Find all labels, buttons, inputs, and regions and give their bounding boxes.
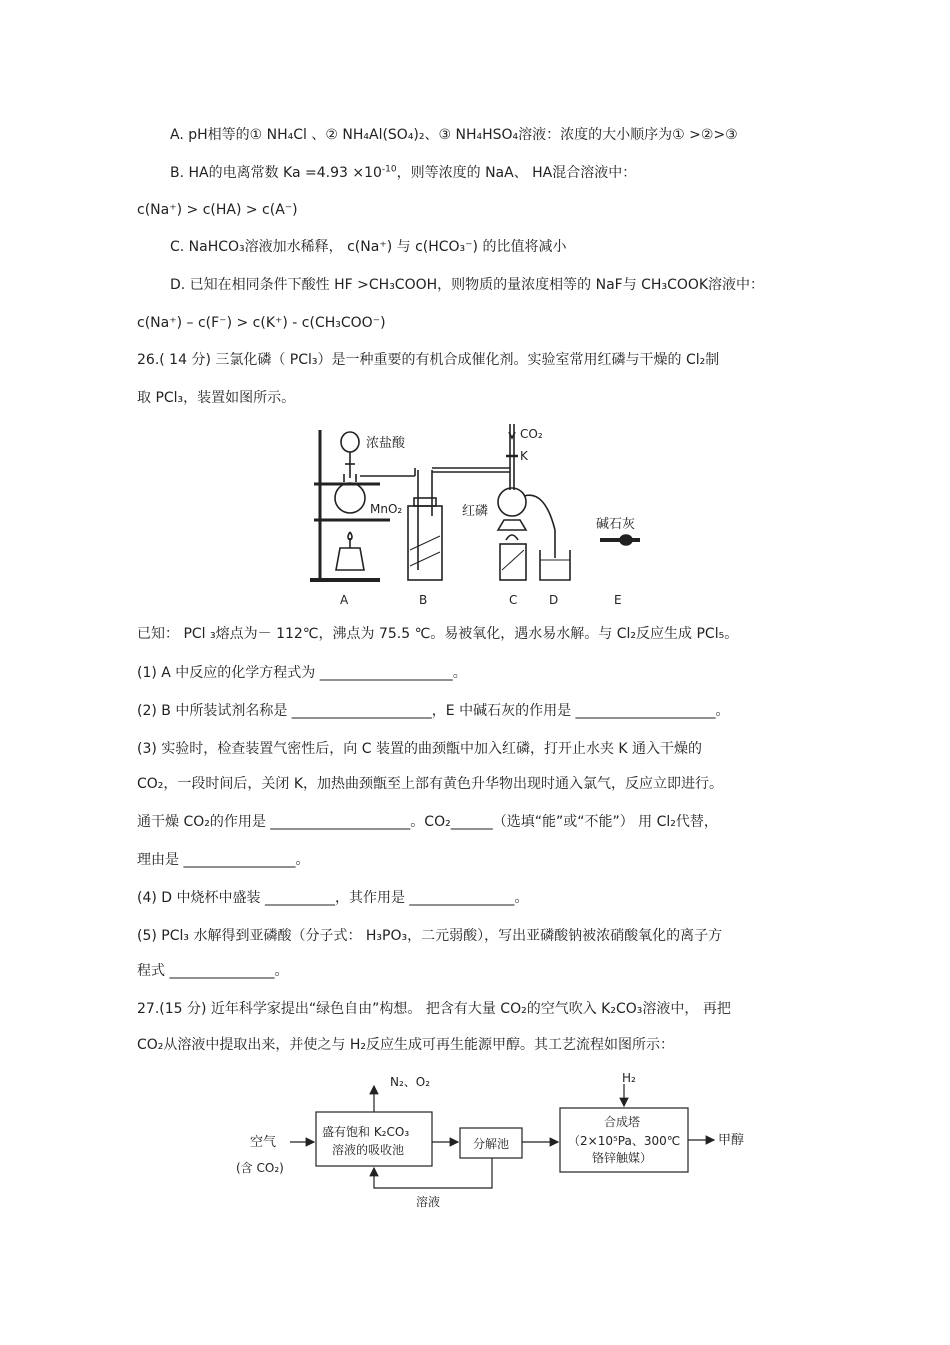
option-a: A. pH相等的① NH₄Cl 、② NH₄Al(SO₄)₂、③ NH₄HSO₄溶液：浓度的大小顺序为① >②>③ [170,127,738,143]
label-apparatus-a: A [340,593,349,607]
q26-part3-line4: 理由是 ________________。 [137,852,310,868]
apparatus-figure [300,420,650,610]
label-apparatus-d: D [549,593,559,607]
absorption-pool-line1: 盛有饱和 K₂CO₃ [322,1125,410,1139]
synthesis-tower-conditions: （2×10⁵Pa、300℃ [568,1134,681,1148]
flow-n2-o2: N₂、O₂ [390,1075,431,1089]
label-hcl: 浓盐酸 [366,436,406,451]
label-mno2: MnO₂ [370,502,403,516]
flow-h2: H₂ [622,1071,636,1085]
q26-known: 已知： PCl ₃熔点为－ 112℃，沸点为 75.5 ℃。易被氧化，遇水易水解。与 Cl₂反应生成 PCl₅。 [137,626,739,642]
q26-stem-line2: 取 PCl₃，装置如图所示。 [137,390,296,406]
q26-part3-line3: 通干燥 CO₂的作用是 ____________________。CO₂______（选填“能”或“不能”） 用 Cl₂代替， [137,814,718,830]
label-apparatus-c: C [509,593,518,607]
q27-stem-line1: 27.(15 分) 近年科学家提出“绿色自由”构想。 把含有大量 CO₂的空气吹入 K₂CO₃溶液中， 再把 [137,1001,731,1017]
label-apparatus-e: E [614,593,622,607]
q26-part5-line2: 程式 _______________。 [137,963,289,979]
synthesis-tower-catalyst: 铬锌触媒） [592,1151,653,1165]
q26-part5-line1: (5) PCl₃ 水解得到亚磷酸（分子式： H₃PO₃，二元弱酸），写出亚磷酸钠被浓硝酸氧化的离子方 [137,928,723,944]
option-d: D. 已知在相同条件下酸性 HF >CH₃COOH，则物质的量浓度相等的 NaF与 CH₃COOK溶液中： [170,277,765,293]
option-b-exponent: -10 [381,164,397,175]
option-d-line2: c(Na⁺) – c(F⁻) > c(K⁺) - c(CH₃COO⁻) [137,315,386,331]
option-b [170,164,636,182]
flow-air-co2: (含 CO₂) [236,1161,284,1175]
label-soda-lime: 碱石灰 [596,517,636,532]
label-k: K [520,449,528,463]
flow-air: 空气 [250,1135,277,1150]
synthesis-tower-title: 合成塔 [604,1115,641,1129]
option-b-pre: B. HA的电离常数 Ka =4.93 ×10 [170,165,382,181]
q26-part3-line2: CO₂，一段时间后，关闭 K，加热曲颈甑至上部有黄色升华物出现时通入氯气，反应立即进行。 [137,776,724,792]
option-b-line2: c(Na⁺) > c(HA) > c(A⁻) [137,202,298,218]
q26-part1: (1) A 中反应的化学方程式为 ___________________。 [137,665,467,681]
label-co2: CO₂ [520,427,543,441]
q26-part2: (2) B 中所装试剂名称是 ____________________，E 中碱石灰的作用是 ____________________。 [137,703,730,719]
absorption-pool-line2: 溶液的吸收池 [332,1143,405,1157]
q27-stem-line2: CO₂从溶液中提取出来，并使之与 H₂反应生成可再生能源甲醇。其工艺流程如图所示： [137,1037,674,1053]
option-c: C. NaHCO₃溶液加水稀释， c(Na⁺) 与 c(HCO₃⁻) 的比值将减小 [170,239,567,255]
q26-part3-line1: (3) 实验时，检查装置气密性后，向 C 装置的曲颈甑中加入红磷，打开止水夹 K 通入干燥的 [137,741,703,757]
label-red-phosphorus: 红磷 [462,504,489,519]
q26-part4: (4) D 中烧杯中盛装 __________，其作用是 _______________。 [137,890,529,906]
q26-stem-line1: 26.( 14 分) 三氯化磷（ PCl₃）是一种重要的有机合成催化剂。实验室常用红磷与干燥的 Cl₂制 [137,352,720,368]
option-b-post: ，则等浓度的 NaA、 HA混合溶液中： [396,165,637,181]
process-flow-diagram [230,1068,760,1218]
label-apparatus-b: B [419,593,428,607]
flow-methanol: 甲醇 [718,1133,745,1148]
decomposition-pool: 分解池 [473,1137,510,1151]
flow-solution: 溶液 [416,1195,441,1209]
